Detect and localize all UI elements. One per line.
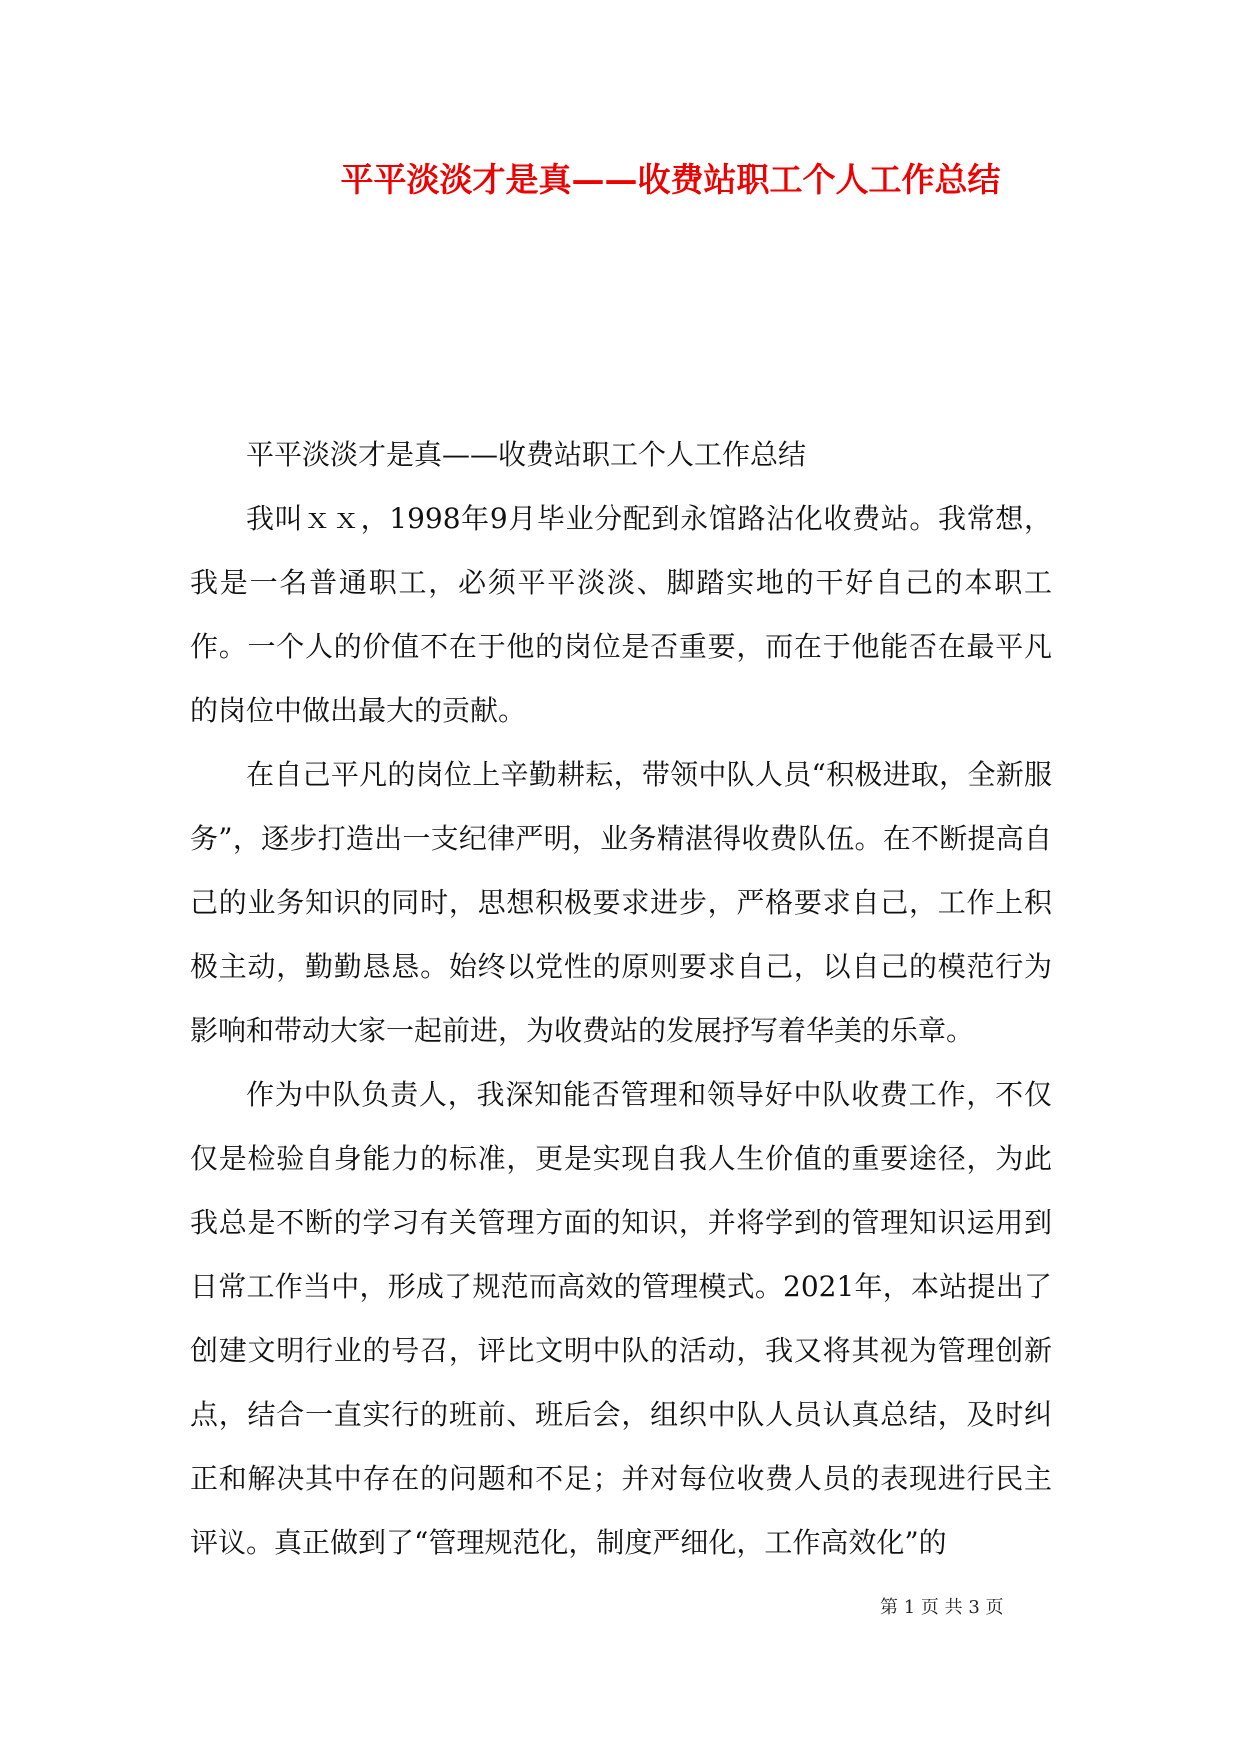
body-paragraph-3: 作为中队负责人，我深知能否管理和领导好中队收费工作，不仅仅是检验自身能力的标准，更是实现自我人生价值的重要途径，为此我总是不断的学习有关管理方面的知识，并将学到的管理知识运用到日常工作当中，形成了规范而高效的管理模式。2021年，本站提出了创建文明行业的号召，评比文明中队的活动，我又将其视为管理创新点，结合一直实行的班前、班后会，组织中队人员认真总结，及时纠正和解决其中存在的问题和不足；并对每位收费人员的表现进行民主评议。真正做到了“管理规范化，制度严细化，工作高效化”的 [190, 1078, 1052, 1559]
body-paragraph-heading: 平平淡淡才是真——收费站职工个人工作总结 [246, 438, 807, 471]
body-paragraph-2: 在自己平凡的岗位上辛勤耕耘，带领中队人员“积极进取，全新服务”，逐步打造出一支纪律严明，业务精湛得收费队伍。在不断提高自己的业务知识的同时，思想积极要求进步，严格要求自己，工作上积极主动，勤勤恳恳。始终以党性的原则要求自己，以自己的模范行为影响和带动大家一起前进，为收费站的发展抒写着华美的乐章。 [190, 758, 1052, 1047]
document-body [190, 423, 1052, 1575]
document-title: 平平淡淡才是真——收费站职工个人工作总结 [340, 160, 1001, 199]
page-number-label: 第 1 页 共 3 页 [880, 1597, 1004, 1618]
body-paragraph-1: 我叫ｘｘ，1998年9月毕业分配到永馆路沾化收费站。我常想，我是一名普通职工，必须平平淡淡、脚踏实地的干好自己的本职工作。一个人的价值不在于他的岗位是否重要，而在于他能否在最平凡的岗位中做出最大的贡献。 [190, 502, 1052, 727]
page-footer [0, 1596, 1241, 1620]
